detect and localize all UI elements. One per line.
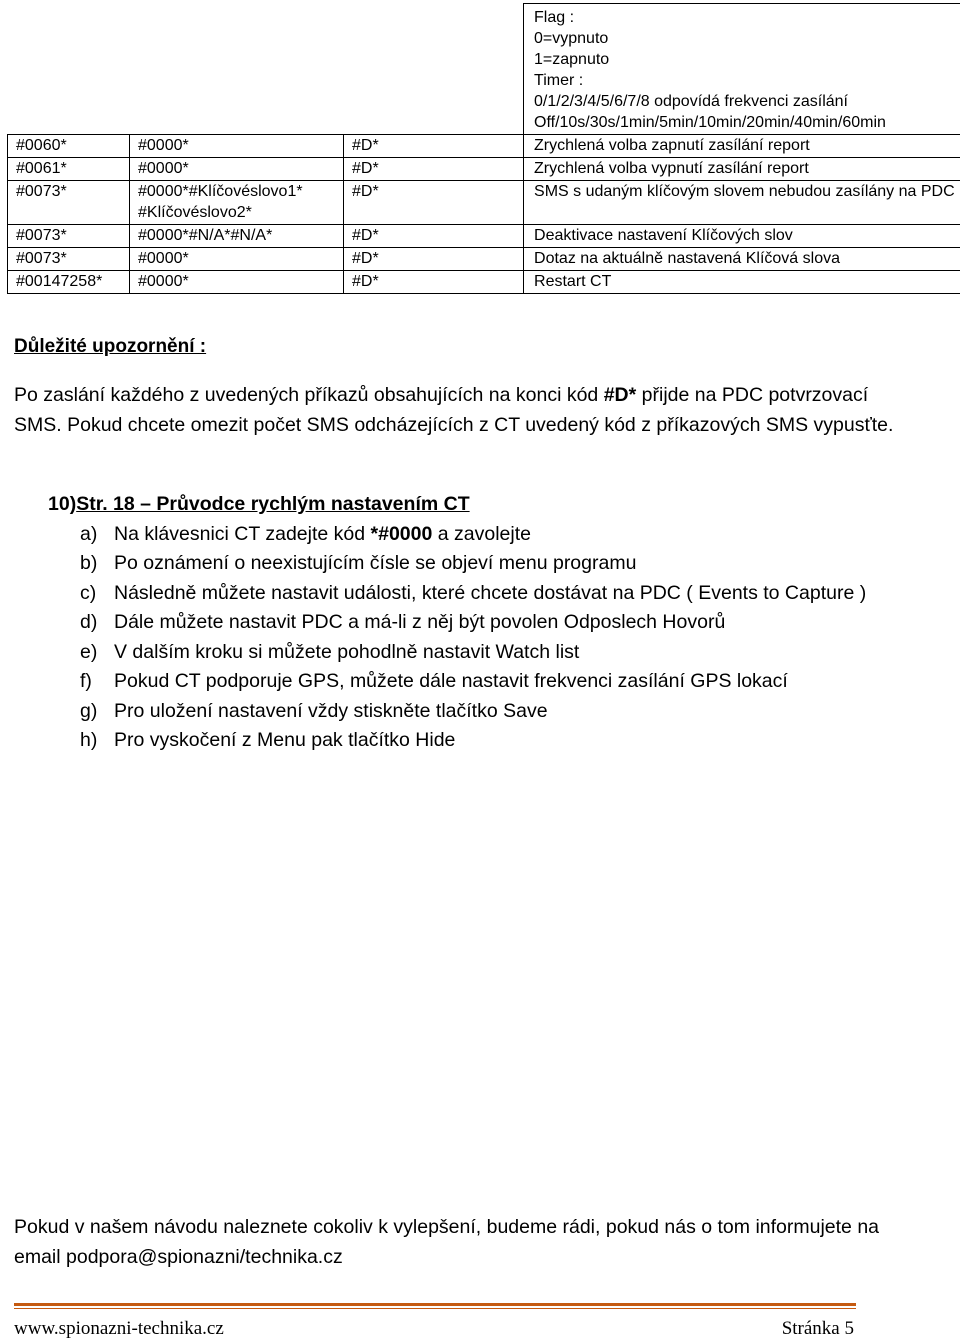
feedback-note: Pokud v našem návodu naleznete cokoliv k vylepšení, budeme rádi, pokud nás o tom informujete na email podpora@spionazni/technika.cz xyxy=(14,1216,880,1268)
command-description: Dotaz na aktuálně nastavená Klíčová slova xyxy=(524,248,960,271)
list-item xyxy=(48,667,928,697)
table-row xyxy=(8,248,960,271)
command-password: #0000* xyxy=(130,248,344,271)
command-description: SMS s udaným klíčovým slovem nebudou zasílány na PDC xyxy=(524,181,960,225)
quick-setup-section xyxy=(48,490,928,756)
list-item xyxy=(48,726,928,756)
step-text: Dále můžete nastavit PDC a má-li z něj být povolen Odposlech Hovorů xyxy=(114,611,726,633)
step-text-after: a zavolejte xyxy=(432,522,531,545)
table-header-row xyxy=(8,4,960,135)
notice-text xyxy=(14,381,914,440)
command-code: #0073* xyxy=(8,225,130,248)
command-table xyxy=(7,3,960,294)
step-text: Na klávesnici CT zadejte kód xyxy=(114,522,371,545)
list-item xyxy=(48,549,928,579)
step-marker: e) xyxy=(80,640,98,663)
command-code: #0060* xyxy=(8,135,130,158)
step-marker: f) xyxy=(80,670,92,692)
command-password: #0000*#N/A*#N/A* xyxy=(130,225,344,248)
step-marker: h) xyxy=(80,729,98,751)
command-description: Zrychlená volba zapnutí zasílání report xyxy=(524,135,960,158)
step-marker: d) xyxy=(80,611,98,633)
footer-rule xyxy=(14,1303,856,1313)
section-title-text: Str. 18 – Průvodce rychlým nastavením CT xyxy=(76,493,470,515)
command-suffix: #D* xyxy=(344,181,524,225)
command-description: Restart CT xyxy=(524,271,960,294)
section-title xyxy=(48,490,928,520)
flag-timer-legend xyxy=(524,4,960,135)
table-row xyxy=(8,225,960,248)
command-description: Deaktivace nastavení Klíčových slov xyxy=(524,225,960,248)
section-number: 10) xyxy=(48,493,77,515)
notice-code: #D* xyxy=(603,384,637,406)
command-password: #0000*#Klíčovéslovo1* #Klíčovéslovo2* xyxy=(130,181,344,225)
step-text: V dalším kroku si můžete pohodlně nastavit Watch list xyxy=(114,640,580,663)
command-password: #0000* xyxy=(130,158,344,181)
step-marker: a) xyxy=(80,522,98,545)
command-suffix: #D* xyxy=(344,271,524,294)
list-item xyxy=(48,579,928,609)
command-suffix: #D* xyxy=(344,225,524,248)
step-text: Následně můžete nastavit události, které chcete dostávat na PDC ( Events to Capture ) xyxy=(114,581,867,604)
legend-line: 0=vypnuto xyxy=(534,30,609,47)
step-text: Pro vyskočení z Menu pak tlačítko Hide xyxy=(114,729,456,751)
footer-url[interactable]: www.spionazni-technika.cz xyxy=(14,1318,224,1339)
command-code: #0073* xyxy=(8,248,130,271)
step-marker: g) xyxy=(80,699,98,722)
command-suffix: #D* xyxy=(344,135,524,158)
list-item xyxy=(48,520,928,550)
steps-list xyxy=(48,520,928,756)
step-marker: b) xyxy=(80,552,98,574)
notice-heading: Důležité upozornění : xyxy=(14,336,207,357)
step-marker: c) xyxy=(80,581,97,604)
list-item xyxy=(48,608,928,638)
command-suffix: #D* xyxy=(344,248,524,271)
legend-line: Timer : xyxy=(534,72,584,89)
command-password: #0000* xyxy=(130,271,344,294)
command-code: #00147258* xyxy=(8,271,130,294)
legend-line: 1=zapnuto xyxy=(534,51,610,68)
notice-text-after: přijde na PDC potvrzovací SMS. Pokud chcete omezit počet SMS odcházejících z CT uvedený kód z příkazových SMS vypusťte. xyxy=(14,384,894,436)
legend-line: Off/10s/30s/1min/5min/10min/20min/40min/60min xyxy=(534,114,886,131)
step-text: Pokud CT podporuje GPS, můžete dále nastavit frekvenci zasílání GPS lokací xyxy=(114,670,788,692)
legend-line: 0/1/2/3/4/5/6/7/8 odpovídá frekvenci zasílání xyxy=(534,93,848,110)
step-text: Po oznámení o neexistujícím čísle se objeví menu programu xyxy=(114,552,637,574)
table-row xyxy=(8,135,960,158)
page-number: Stránka 5 xyxy=(781,1318,854,1339)
command-password: #0000* xyxy=(130,135,344,158)
command-description: Zrychlená volba vypnutí zasílání report xyxy=(524,158,960,181)
legend-line: Flag : xyxy=(534,9,575,26)
table-row xyxy=(8,271,960,294)
command-suffix: #D* xyxy=(344,158,524,181)
step-code: *#0000 xyxy=(370,522,433,545)
step-text: Pro uložení nastavení vždy stiskněte tlačítko Save xyxy=(114,699,548,722)
table-row xyxy=(8,181,960,225)
list-item xyxy=(48,638,928,668)
table-row xyxy=(8,158,960,181)
command-code: #0061* xyxy=(8,158,130,181)
notice-text-before: Po zaslání každého z uvedených příkazů obsahujících na konci kód xyxy=(14,384,604,406)
command-code: #0073* xyxy=(8,181,130,225)
list-item xyxy=(48,697,928,727)
